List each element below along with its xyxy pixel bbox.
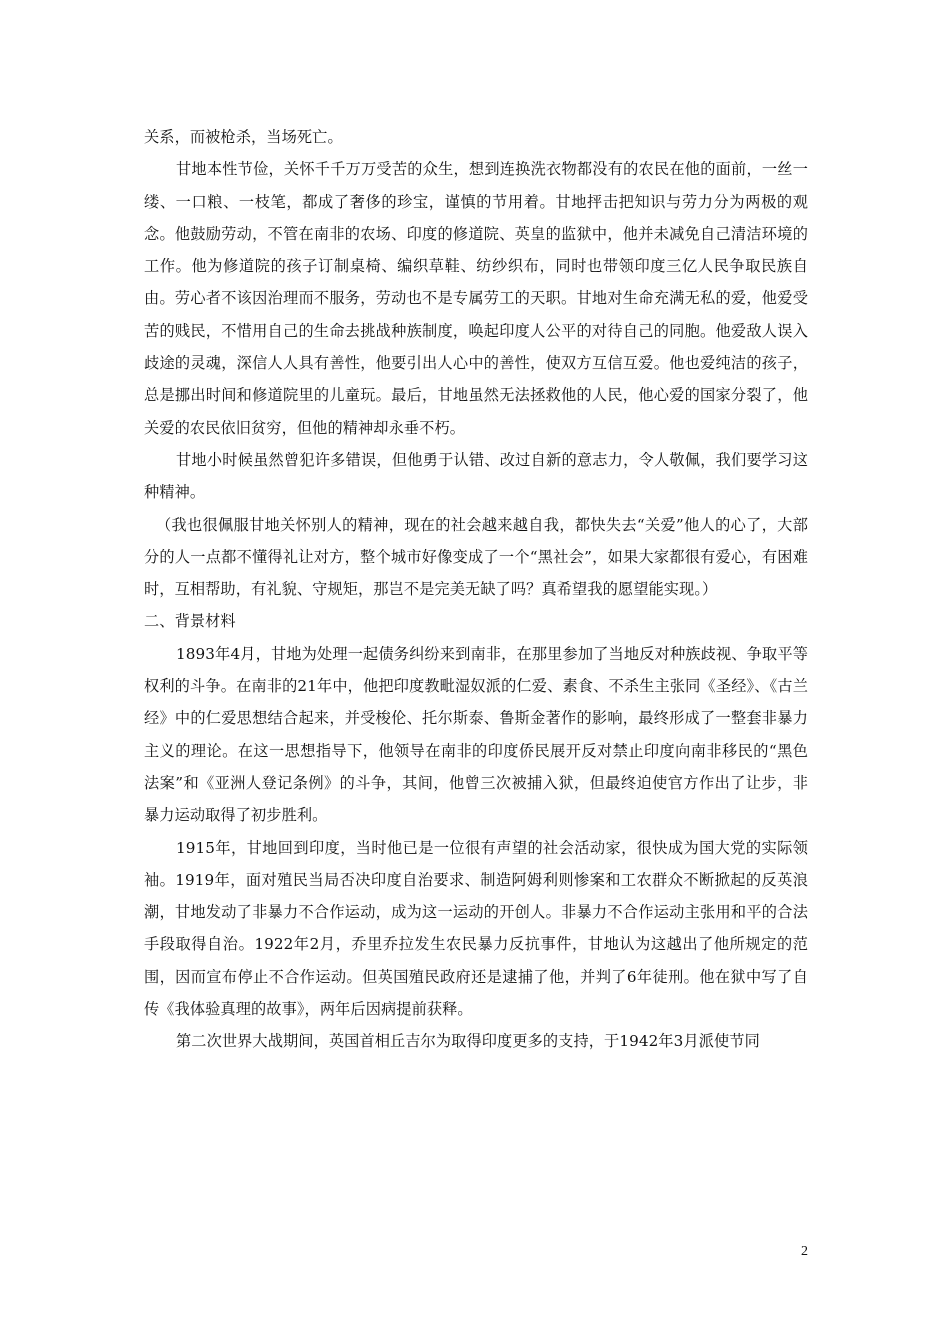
page-number: 2	[801, 1244, 808, 1259]
section-heading-background: 二、背景材料	[144, 612, 236, 631]
body-text	[144, 121, 808, 1058]
paragraph-gandhi-character: 甘地本性节俭，关怀千千万万受苦的众生，想到连换洗衣物都没有的农民在他的面前，一丝一缕、一口粮、一枝笔，都成了奢侈的珍宝，谨慎的节用着。甘地抨击把知识与劳力分为两极的观念。他鼓励劳动，不管在南非的农场、印度的修道院、英皇的监狱中，他并未减免自己清洁环境的工作。他为修道院的孩子订制桌椅、编织草鞋、纺纱织布，同时也带领印度三亿人民争取民族自由。劳心者不该因治理而不服务，劳动也不是专属劳工的天职。甘地对生命充满无私的爱，他爱受苦的贱民，不惜用自己的生命去挑战种族制度，唤起印度人公平的对待自己的同胞。他爱敌人误入歧途的灵魂，深信人人具有善性，他要引出人心中的善性，使双方互信互爱。他也爱纯洁的孩子，总是挪出时间和修道院里的儿童玩。最后，甘地虽然无法拯救他的人民，他心爱的国家分裂了，他关爱的农民依旧贫穷，但他的精神却永垂不朽。	[144, 160, 808, 437]
paragraph-personal-reflection: （我也很佩服甘地关怀别人的精神，现在的社会越来越自我，都快失去“关爱”他人的心了，大部分的人一点都不懂得礼让对方，整个城市好像变成了一个“黑社会”，如果大家都很有爱心，有困难时，互相帮助，有礼貌、守规矩，那岂不是完美无缺了吗？真希望我的愿望能实现。）	[144, 515, 808, 599]
paragraph-south-africa: 1893年4月，甘地为处理一起债务纠纷来到南非，在那里参加了当地反对种族歧视、争取平等权利的斗争。在南非的21年中，他把印度教毗湿奴派的仁爱、素食、不杀生主张同《圣经》、《古兰经》中的仁爱思想结合起来，并受梭伦、托尔斯泰、鲁斯金著作的影响，最终形成了一整套非暴力主义的理论。在这一思想指导下，他领导在南非的印度侨民展开反对禁止印度向南非移民的“黑色法案”和《亚洲人登记条例》的斗争，其间，他曾三次被捕入狱，但最终迫使官方作出了让步，非暴力运动取得了初步胜利。	[144, 644, 808, 825]
paragraph-continuation: 关系，而被枪杀，当场死亡。	[144, 128, 343, 146]
paragraph-return-to-india: 1915年，甘地回到印度，当时他已是一位很有声望的社会活动家，很快成为国大党的实际领袖。1919年，面对殖民当局否决印度自治要求、制造阿姆利则惨案和工农群众不断掀起的反英浪潮，甘地发动了非暴力不合作运动，成为这一运动的开创人。非暴力不合作运动主张用和平的合法手段取得自治。1922年2月，乔里乔拉发生农民暴力反抗事件，甘地认为这越出了他所规定的范围，因而宣布停止不合作运动。但英国殖民政府还是逮捕了他，并判了6年徒刑。他在狱中写了自传《我体验真理的故事》，两年后因病提前获释。	[144, 838, 808, 1019]
paragraph-world-war-two: 第二次世界大战期间，英国首相丘吉尔为取得印度更多的支持，于1942年3月派使节同	[176, 1032, 760, 1051]
paragraph-gandhi-childhood: 甘地小时候虽然曾犯许多错误，但他勇于认错、改过自新的意志力，令人敬佩，我们要学习这种精神。	[144, 450, 808, 502]
